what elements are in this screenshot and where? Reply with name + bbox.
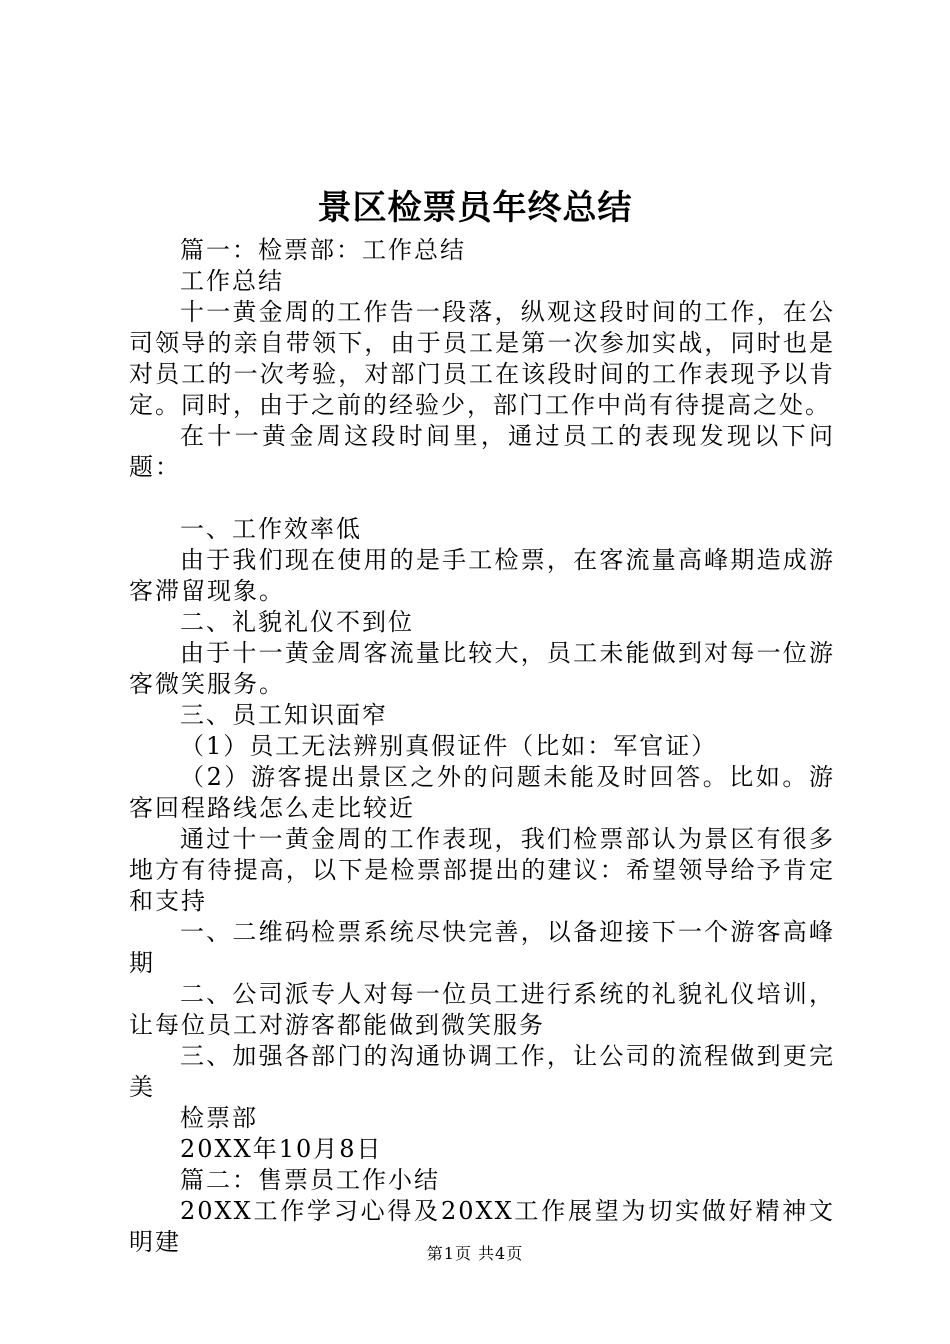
paragraph-suggestion-2: 二、公司派专人对每一位员工进行系统的礼貌礼仪培训，让每位员工对游客都能做到微笑服务 bbox=[129, 980, 835, 1039]
paragraph-suggestions-lead: 通过十一黄金周的工作表现，我们检票部认为景区有很多地方有待提高，以下是检票部提出的建议：希望领导给予肯定和支持 bbox=[129, 825, 835, 915]
paragraph-issue-2-heading: 二、礼貌礼仪不到位 bbox=[180, 608, 414, 636]
paragraph-suggestion-3: 三、加强各部门的沟通协调工作，让公司的流程做到更完美 bbox=[129, 1042, 835, 1101]
paragraph-issues-lead: 在十一黄金周这段时间里，通过员工的表现发现以下问题： bbox=[129, 422, 835, 481]
paragraph-issue-3-item-2: （2）游客提出景区之外的问题未能及时回答。比如。游客回程路线怎么走比较近 bbox=[129, 763, 835, 822]
paragraph-suggestion-1: 一、二维码检票系统尽快完善，以备迎接下一个游客高峰期 bbox=[129, 918, 835, 977]
paragraph-signature: 检票部 bbox=[180, 1104, 258, 1132]
paragraph-issue-3-item-1: （1）员工无法辨别真假证件（比如：军官证） bbox=[180, 732, 718, 760]
paragraph-issue-1-body: 由于我们现在使用的是手工检票，在客流量高峰期造成游客滞留现象。 bbox=[129, 546, 835, 605]
paragraph-date: 20XX年10月8日 bbox=[180, 1135, 383, 1163]
blank-line bbox=[129, 483, 835, 514]
page-number: 第1页 共4页 bbox=[426, 1244, 524, 1263]
paragraph-issue-3-heading: 三、员工知识面窄 bbox=[180, 701, 388, 729]
paragraph-section-2-heading: 篇二：售票员工作小结 bbox=[180, 1166, 440, 1194]
paragraph-section-2-body: 20XX工作学习心得及20XX工作展望为切实做好精神文明建 bbox=[129, 1197, 835, 1256]
paragraph-subheading: 工作总结 bbox=[180, 267, 284, 295]
document-body bbox=[129, 235, 835, 1258]
paragraph-section-heading: 篇一：检票部：工作总结 bbox=[180, 236, 466, 264]
paragraph-issue-2-body: 由于十一黄金周客流量比较大，员工未能做到对每一位游客微笑服务。 bbox=[129, 639, 835, 698]
document-title: 景区检票员年终总结 bbox=[317, 188, 633, 228]
paragraph-issue-1-heading: 一、工作效率低 bbox=[180, 515, 362, 543]
paragraph-intro: 十一黄金周的工作告一段落，纵观这段时间的工作，在公司领导的亲自带领下，由于员工是第一次参加实战，同时也是对员工的一次考验，对部门员工在该段时间的工作表现予以肯定。同时，由于之前的经验少，部门工作中尚有待提高之处。 bbox=[129, 298, 835, 419]
